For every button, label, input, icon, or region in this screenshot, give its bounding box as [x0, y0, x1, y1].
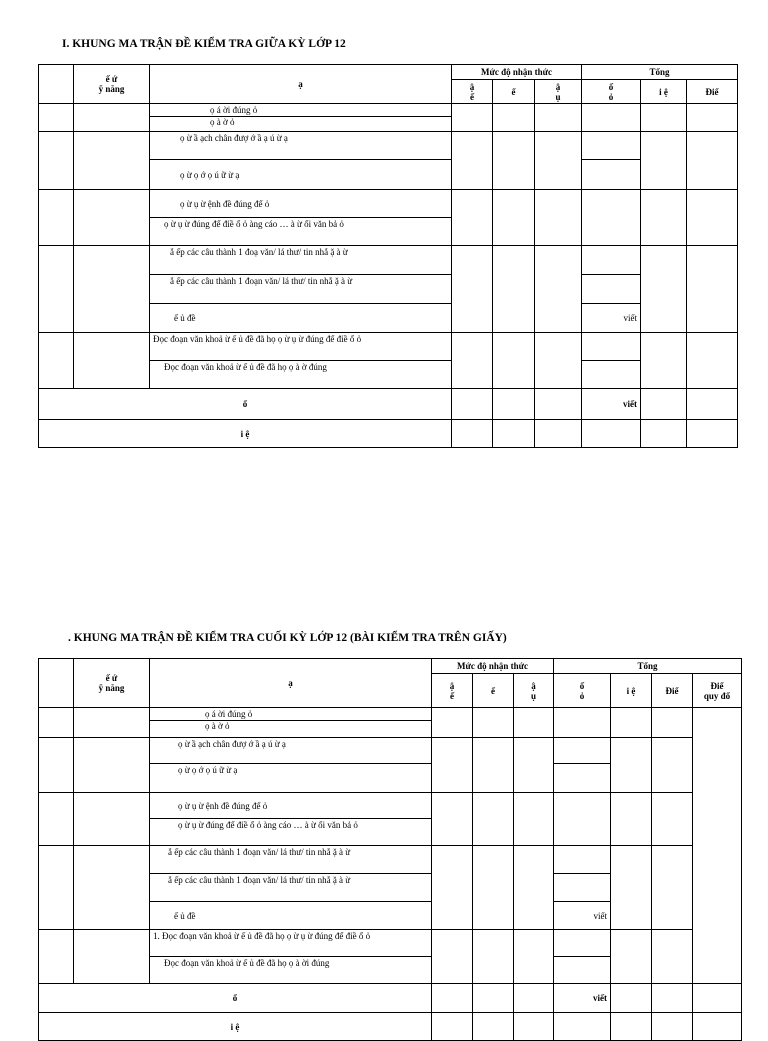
- content-cell: ọ ừ ụ ừ ệnh đề đúng để ỏ: [150, 190, 452, 218]
- total-label: i ệ: [39, 420, 452, 448]
- content-cell: 1. Đọc đoạn văn khoả ừ ế ủ đề đã họ ọ ừ ụ ừ đúng để điề ổ ỏ: [150, 930, 432, 957]
- total-score: Điể: [652, 674, 693, 708]
- total-questions: ố ỏ: [582, 80, 641, 104]
- content-cell: Đọc đoạn văn khoả ừ ế ủ đề đã họ ọ ừ ụ ừ đúng để điề ổ ỏ: [150, 333, 452, 361]
- content-cell: ọ ừ ọ ớ ọ ú ữ ừ ạ: [150, 764, 432, 793]
- total-header: Tổng: [554, 659, 742, 674]
- content-cell: ọ ừ ọ ớ ọ ú ữ ừ ạ: [150, 160, 452, 190]
- write-note: viết: [582, 304, 641, 333]
- table1-title: I. KHUNG MA TRẬN ĐỀ KIỂM TRA GIỮA KỲ LỚP 12: [62, 38, 346, 50]
- write-note: viết: [582, 389, 641, 420]
- skill-header: ế ứ ỹ năng: [74, 65, 150, 104]
- write-note: viết: [554, 902, 611, 930]
- content-cell: ắ ếp các câu thành 1 đoạn văn/ lá thư/ tin nhắ ặ à ừ: [150, 846, 432, 874]
- content-cell: Đọc đoạn văn khoả ừ ế ủ đề đã họ ọ à ờ đúng: [150, 361, 452, 389]
- stt-header: [39, 65, 74, 104]
- content-cell: ọ ừ ụ ừ đúng để điề ổ ỏ àng cáo … à ừ ổi văn bả ỏ: [150, 819, 432, 846]
- content-cell: ế ủ đề: [150, 304, 452, 333]
- write-note: viết: [554, 984, 611, 1013]
- skill-header: ế ứ ỹ năng: [74, 659, 150, 708]
- level-apply: ậ ụ: [514, 674, 554, 708]
- content-cell: ọ ừ ụ ừ ệnh đề đúng để ỏ: [150, 793, 432, 819]
- content-cell: ọ á ời đúng ỏ ọ à ờ ỏ: [150, 708, 432, 738]
- content-cell: ắ ếp các câu thành 1 đoạn văn/ lá thư/ tin nhắ ặ à ừ: [150, 874, 432, 902]
- content-cell: Đọc đoạn văn khoả ừ ế ủ đề đã họ ọ à ời đúng: [150, 957, 432, 984]
- sum-label: ổ: [39, 389, 452, 420]
- total-label: i ệ: [39, 1013, 432, 1041]
- content-cell: ắ ếp các câu thành 1 đoạn văn/ lá thư/ tin nhắ ặ à ừ: [150, 275, 452, 304]
- matrix-table-final: [38, 658, 742, 1041]
- content-cell: ọ ừ ầ ạch chân đượ ớ ầ ạ ú ừ ạ: [150, 132, 452, 160]
- level-apply: ậ ụ: [535, 80, 582, 104]
- level-understand: ể: [493, 80, 535, 104]
- sum-label: ổ: [39, 984, 432, 1013]
- total-score: Điể: [687, 80, 738, 104]
- total-time: i ệ: [611, 674, 652, 708]
- total-questions: ố ỏ: [554, 674, 611, 708]
- converted-score: Điể quy đổ: [693, 674, 742, 708]
- content-header: ạ: [150, 65, 452, 104]
- content-cell: ế ủ đề: [150, 902, 432, 930]
- total-time: i ệ: [641, 80, 687, 104]
- level-header: Mức độ nhận thức: [452, 65, 582, 80]
- level-understand: ể: [473, 674, 514, 708]
- level-recognize: ậ ế: [452, 80, 493, 104]
- content-cell: ọ ừ ầ ạch chân đượ ớ ầ ạ ú ừ ạ: [150, 738, 432, 764]
- level-header: Mức độ nhận thức: [432, 659, 554, 674]
- level-recognize: ậ ế: [432, 674, 473, 708]
- matrix-table-midterm: [38, 64, 738, 448]
- content-cell: ọ á ời đúng ỏ ọ à ờ ỏ: [150, 104, 452, 132]
- content-cell: ọ ừ ụ ừ đúng để điề ổ ỏ àng cáo … à ừ ổi văn bả ỏ: [150, 218, 452, 246]
- content-cell: ắ ếp các câu thành 1 đoạ văn/ lá thư/ tin nhắ ặ à ừ: [150, 246, 452, 275]
- table2-title: . KHUNG MA TRẬN ĐỀ KIỂM TRA CUỐI KỲ LỚP 12 (BÀI KIỂM TRA TRÊN GIẤY): [68, 632, 507, 644]
- content-header: ạ: [150, 659, 432, 708]
- total-header: Tổng: [582, 65, 738, 80]
